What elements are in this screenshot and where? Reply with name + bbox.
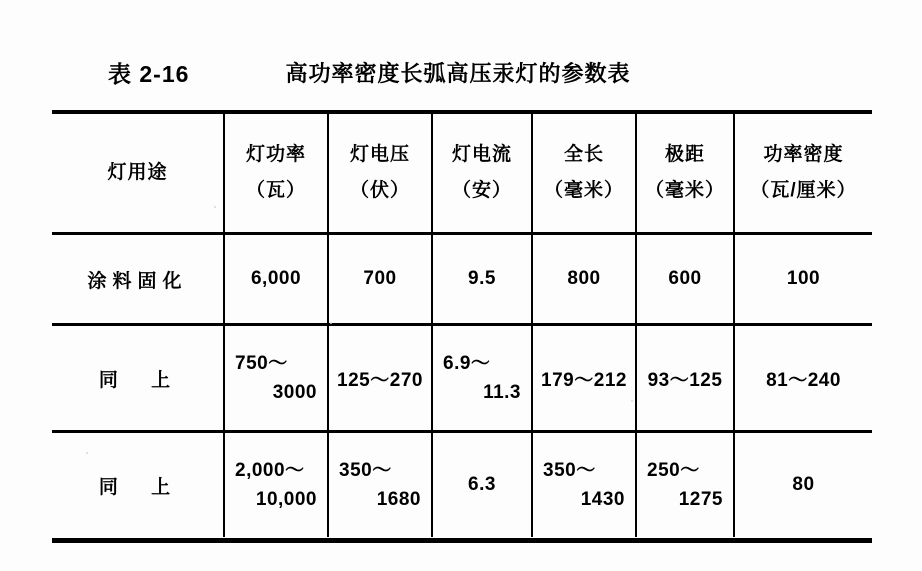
cell-power xyxy=(224,325,328,432)
scan-speckle xyxy=(86,452,88,454)
cell-gap-value xyxy=(637,456,733,515)
cell-density xyxy=(734,234,872,325)
column-header-gap xyxy=(636,112,734,234)
cell-usage-text: 涂料固化 xyxy=(87,270,188,292)
column-header-length-line2: （毫米） xyxy=(543,180,624,201)
cell-voltage xyxy=(328,234,432,325)
cell-length xyxy=(532,432,636,538)
scan-speckle xyxy=(330,322,332,324)
cell-current-value xyxy=(433,349,531,408)
column-header-length xyxy=(532,112,636,234)
cell-usage xyxy=(52,432,224,538)
cell-gap xyxy=(636,432,734,538)
cell-voltage xyxy=(328,325,432,432)
column-header-voltage-line1: 灯电压 xyxy=(349,143,410,165)
cell-length-line1: 350～ xyxy=(543,459,596,481)
cell-gap-value: 600 xyxy=(668,268,702,289)
scan-speckle xyxy=(631,400,633,402)
cell-voltage-line2: 1680 xyxy=(376,489,421,510)
cell-density-value: 81～240 xyxy=(766,369,841,391)
cell-gap-line1: 250～ xyxy=(647,459,700,481)
cell-density xyxy=(734,432,872,538)
table-caption xyxy=(108,52,848,92)
column-header-current-line2: （安） xyxy=(451,180,512,201)
column-header-gap-line1: 极距 xyxy=(664,143,705,165)
column-header-power-line1: 灯功率 xyxy=(245,143,306,165)
column-header-current xyxy=(432,112,532,234)
cell-current xyxy=(432,234,532,325)
cell-current-line1: 6.9～ xyxy=(443,352,491,374)
parameters-table-container xyxy=(52,110,872,537)
cell-length-value: 800 xyxy=(567,268,601,289)
column-header-power xyxy=(224,112,328,234)
cell-gap-value: 93～125 xyxy=(647,369,723,391)
cell-power xyxy=(224,432,328,538)
column-header-length-line1: 全长 xyxy=(563,143,604,165)
table-number: 表 2-16 xyxy=(108,60,190,87)
column-header-power-line2: （瓦） xyxy=(245,180,306,201)
column-header-current-line1: 灯电流 xyxy=(451,143,512,165)
cell-usage-text: 同 上 xyxy=(98,369,185,391)
cell-voltage xyxy=(328,432,432,538)
table-row xyxy=(52,234,872,325)
table-title: 高功率密度长弧高压汞灯的参数表 xyxy=(285,60,631,86)
column-header-gap-line2: （毫米） xyxy=(644,180,725,201)
cell-current-line2: 11.3 xyxy=(483,382,521,403)
cell-gap xyxy=(636,325,734,432)
cell-density-value: 80 xyxy=(792,474,815,495)
cell-power xyxy=(224,234,328,325)
cell-voltage-line1: 350～ xyxy=(339,459,392,481)
table-row xyxy=(52,325,872,432)
cell-gap-line2: 1275 xyxy=(678,489,723,510)
cell-length-value xyxy=(533,456,635,515)
cell-length xyxy=(532,234,636,325)
column-header-density xyxy=(734,112,872,234)
cell-power-value xyxy=(225,349,327,408)
cell-gap xyxy=(636,234,734,325)
cell-usage-text: 同 上 xyxy=(98,476,185,498)
cell-length xyxy=(532,325,636,432)
parameters-table xyxy=(52,110,872,537)
cell-power-line2: 3000 xyxy=(272,382,317,403)
column-header-density-line1: 功率密度 xyxy=(763,143,844,165)
cell-power-line2: 10,000 xyxy=(255,489,317,510)
table-row xyxy=(52,432,872,538)
cell-current xyxy=(432,325,532,432)
column-header-usage-line1: 灯用途 xyxy=(107,161,168,183)
cell-power-line1: 750～ xyxy=(235,352,288,374)
cell-voltage-value: 700 xyxy=(363,268,397,289)
cell-voltage-value: 125～270 xyxy=(337,369,423,391)
table-bottom-rule xyxy=(52,538,872,543)
column-header-voltage-line2: （伏） xyxy=(349,180,410,201)
column-header-voltage xyxy=(328,112,432,234)
cell-current xyxy=(432,432,532,538)
cell-current-value: 9.5 xyxy=(468,268,496,289)
column-header-usage xyxy=(52,112,224,234)
cell-density xyxy=(734,325,872,432)
cell-density-value: 100 xyxy=(786,268,821,289)
cell-power-value xyxy=(225,456,327,515)
cell-length-line2: 1430 xyxy=(580,489,625,510)
cell-power-value: 6,000 xyxy=(250,268,302,289)
cell-usage xyxy=(52,325,224,432)
column-header-density-line2: （瓦/厘米） xyxy=(750,180,857,201)
cell-length-value: 179～212 xyxy=(541,369,627,391)
scan-speckle xyxy=(214,206,216,208)
cell-voltage-value xyxy=(329,456,431,515)
cell-power-line1: 2,000～ xyxy=(235,459,305,481)
table-header-row xyxy=(52,112,872,234)
cell-current-value: 6.3 xyxy=(468,474,496,495)
cell-usage xyxy=(52,234,224,325)
